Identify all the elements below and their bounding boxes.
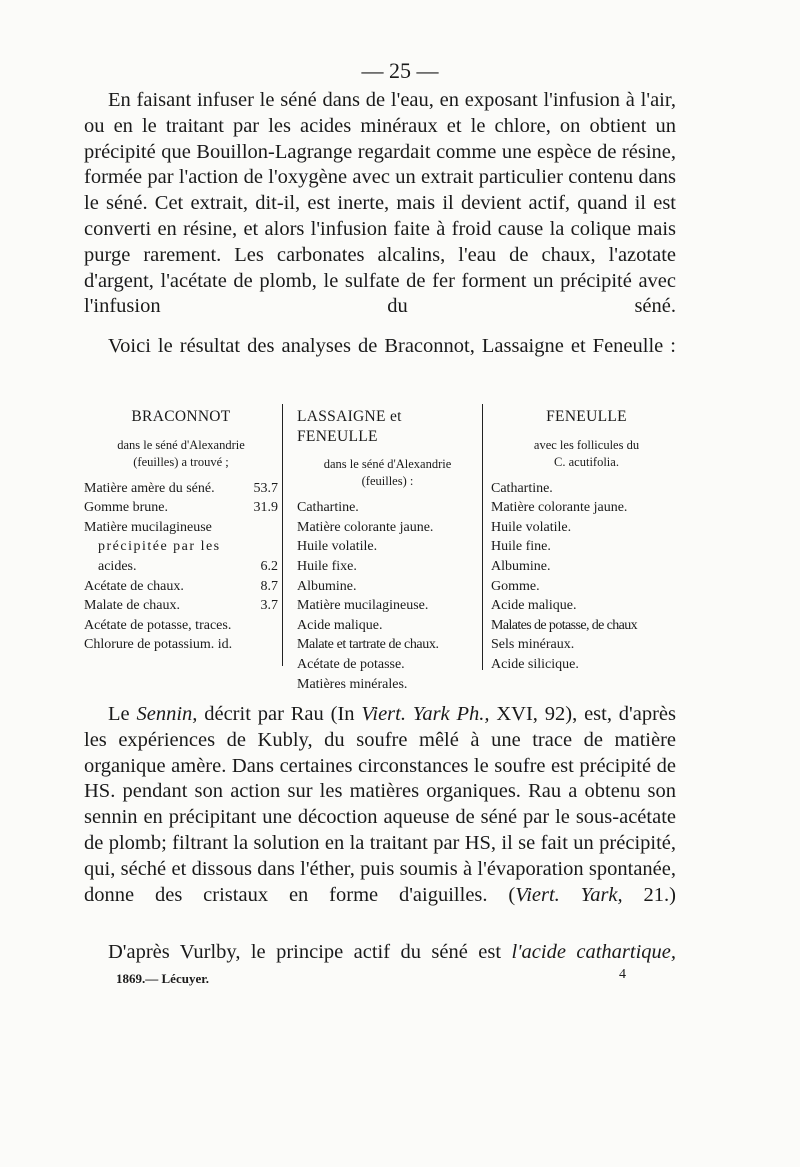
- braconnot-column: [84, 404, 278, 655]
- feneulle-header: FENEULLE: [546, 408, 627, 425]
- braconnot-subtitle-line2: (feuilles) a trouvé ;: [133, 454, 229, 469]
- lassaigne-subtitle-line1: dans le séné d'Alexandrie: [323, 457, 452, 472]
- lassaigne-subtitle-line2: (feuilles) :: [361, 474, 414, 489]
- list-item: Huile fixe.: [297, 558, 357, 574]
- list-item: Cathartine.: [297, 500, 359, 516]
- table-row: Malate de chaux. 3.7: [84, 598, 278, 614]
- list-item: Acétate de potasse.: [297, 656, 405, 672]
- printer-footer: 1869.— Lécuyer.: [116, 971, 210, 986]
- table-row: précipitée par les: [98, 539, 221, 555]
- paragraph-sennin: Le Sennin, décrit par Rau (In Viert. Yark Ph., XVI, 92), est, d'après les expériences de Kubly, du soufre mêlé à une trace de matière organique amère. Dans certaines circonstances le soufre est précipité de HS. pendant son action sur les matières organiques. Rau a obtenu son sennin en précipitant une décoction aqueuse de séné par le sous-acétate de plomb; filtrant la solution en la traitant par HS, il se fait un précipité, qui, séché et dissous dans l'éther, puis soumis à l'évaporation spontanée, donne des cristaux en forme d'aiguilles. (Viert. Yark, 21.): [84, 703, 677, 906]
- feneulle-column: [482, 404, 682, 670]
- analysis-table: [84, 404, 684, 692]
- feneulle-subtitle-line1: avec les follicules du: [533, 437, 640, 452]
- list-item: Huile fine.: [491, 539, 551, 555]
- table-row: Acétate de potasse, traces.: [84, 617, 232, 633]
- lassaigne-header: LASSAIGNE et FENEULLE: [297, 408, 402, 445]
- paragraph-vurlby: D'après Vurlby, le principe actif du séné est l'acide cathartique,: [108, 941, 676, 963]
- braconnot-subtitle-line1: dans le séné d'Alexandrie: [117, 437, 245, 452]
- list-item: Albumine.: [491, 558, 551, 574]
- list-item: Huile volatile.: [491, 519, 572, 535]
- braconnot-header: BRACONNOT: [131, 408, 231, 425]
- table-row: Acétate de chaux. 8.7: [84, 578, 278, 594]
- list-item: Malate et tartrate de chaux.: [297, 637, 439, 653]
- list-item: Malates de potasse, de chaux: [491, 617, 638, 633]
- lassaigne-feneulle-column: [282, 404, 478, 692]
- table-row: Matière amère du séné. 53.7: [84, 480, 278, 496]
- page-number: — 25 —: [361, 58, 439, 83]
- table-row: Matière mucilagineuse: [84, 519, 212, 535]
- list-item: Acide malique.: [297, 617, 383, 633]
- list-item: Sels minéraux.: [491, 637, 575, 653]
- list-item: Acide malique.: [491, 598, 577, 614]
- signature-mark: 4: [619, 967, 626, 982]
- list-item: Gomme.: [491, 578, 540, 594]
- table-row: Gomme brune. 31.9: [84, 500, 278, 516]
- list-item: Albumine.: [297, 578, 357, 594]
- list-item: Huile volatile.: [297, 539, 378, 555]
- table-row: acides. 6.2: [98, 558, 278, 574]
- list-item: Matière colorante jaune.: [491, 500, 628, 516]
- list-item: Matières minérales.: [297, 676, 408, 692]
- list-item: Matière colorante jaune.: [297, 519, 434, 535]
- table-row: Chlorure de potassium. id.: [84, 637, 233, 653]
- list-item: Acide silicique.: [491, 656, 579, 672]
- list-item: Matière mucilagineuse.: [297, 598, 429, 614]
- paragraph-analyses-intro: Voici le résultat des analyses de Braconnot, Lassaigne et Feneulle :: [108, 335, 676, 357]
- paragraph-infusion: En faisant infuser le séné dans de l'eau, en exposant l'infusion à l'air, ou en le traitant par les acides minéraux et le chlore, on obtient un précipité que Bouillon-Lagrange regardait comme une espèce de résine, formée par l'action de l'oxygène avec un extrait particulier contenu dans le séné. Cet extrait, dit-il, est inerte, mais il devient actif, quand il est converti en résine, et alors l'infusion faite à froid cause la colique mais purge rarement. Les carbonates alcalins, l'eau de chaux, l'azotate d'argent, l'acétate de plomb, le sulfate de fer forment un précipité avec l'infusion du séné.: [84, 89, 676, 318]
- feneulle-subtitle-line2: C. acutifolia.: [554, 454, 619, 469]
- list-item: Cathartine.: [491, 480, 553, 496]
